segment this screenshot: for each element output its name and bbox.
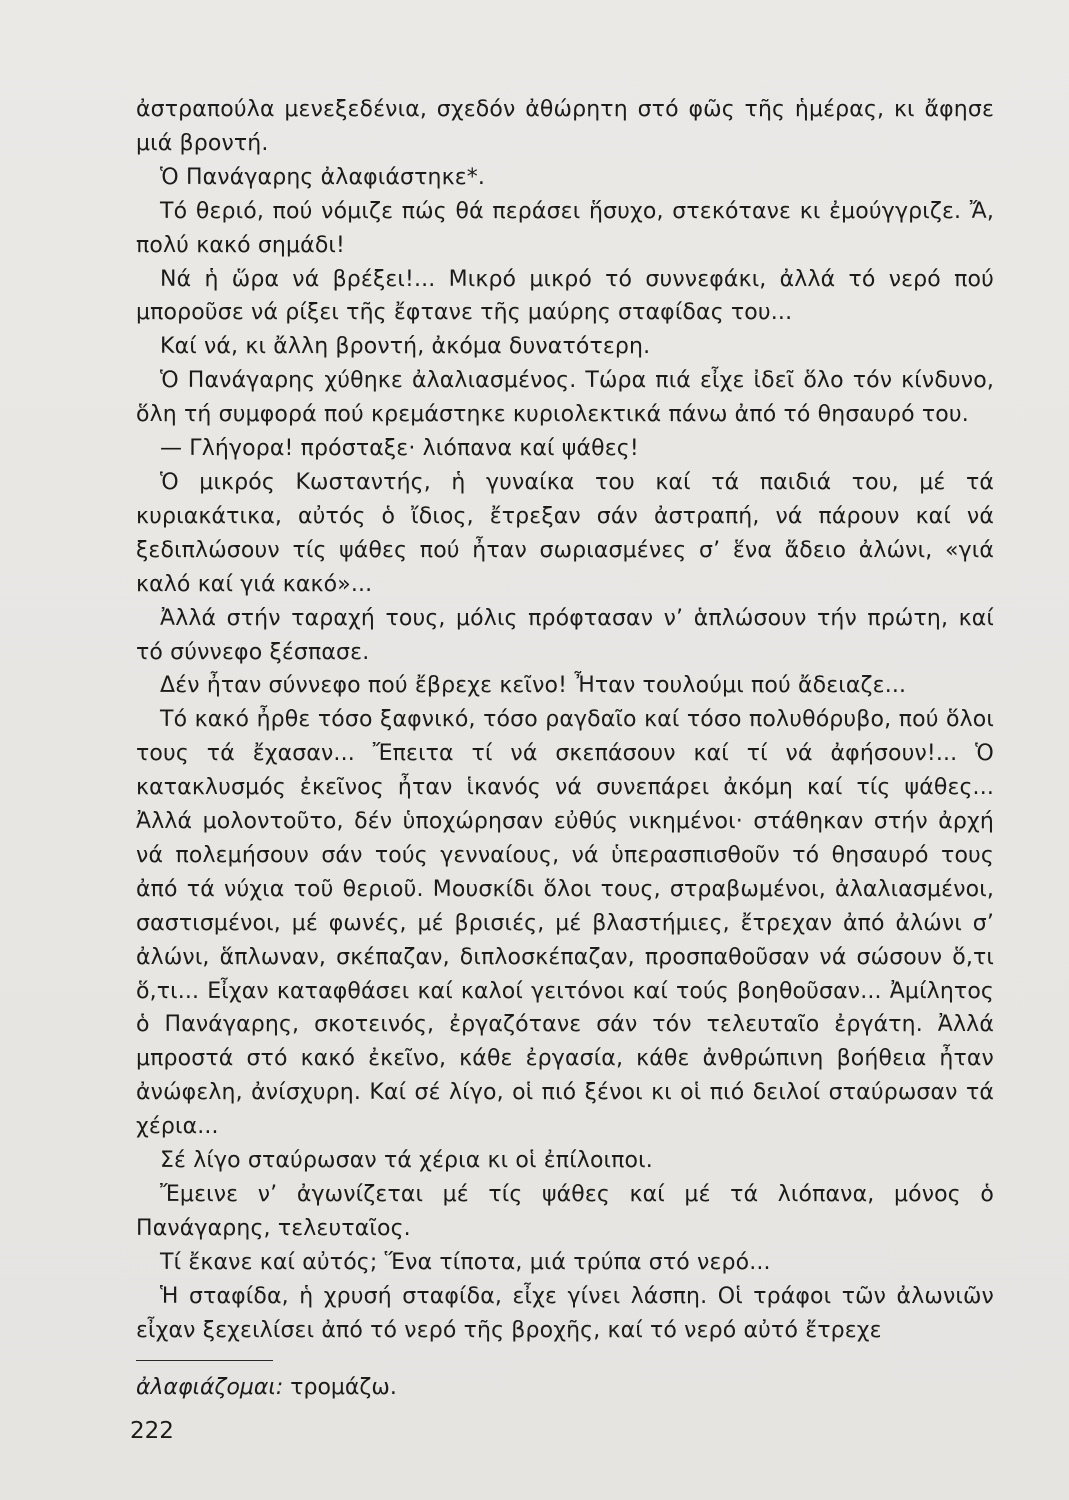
- footnote-divider: [136, 1360, 273, 1361]
- body-text: [136, 93, 994, 1348]
- paragraph: Τί ἔκανε καί αὐτός; Ἕνα τίποτα, μιά τρύπα στό νερό...: [160, 1249, 771, 1275]
- page-number: 222: [130, 1418, 174, 1444]
- paragraph: Σέ λίγο σταύρωσαν τά χέρια κι οἱ ἐπίλοιποι.: [160, 1148, 653, 1174]
- paragraph: Ὁ μικρός Κωσταντής, ἡ γυναίκα του καί τά παιδιά του, μέ τά κυριακάτικα, αὐτός ὁ ἴδιος, ἔτρεξαν σάν ἀστραπή, νά πάρουν καί νά ξεδιπλώσουν τίς ψάθες πού ἦταν σωριασμένες σ’ ἕνα ἄδειο ἀλώνι, «γιά καλό καί γιά κακό»...: [136, 469, 994, 597]
- paragraph: Καί νά, κι ἄλλη βροντή, ἀκόμα δυνατότερη.: [160, 334, 651, 360]
- paragraph: ἀστραπούλα μενεξεδένια, σχεδόν ἀθώρητη στό φῶς τῆς ἡμέρας, κι ἄφησε μιά βροντή.: [136, 97, 994, 156]
- paragraph: Τό κακό ἦρθε τόσο ξαφνικό, τόσο ραγδαῖο καί τόσο πολυθόρυβο, πού ὅλοι τους τά ἔχασαν... Ἔπειτα τί νά σκεπάσουν καί τί νά ἀφήσουν!... Ὁ κατακλυσμός ἐκεῖνος ἦταν ἱκανός νά συνεπάρει ἀκόμη καί τίς ψάθες... Ἀλλά μολοντοῦτο, δέν ὑποχώρησαν εὐθύς νικημένοι· στάθηκαν στήν ἀρχή νά πολεμήσουν σάν τούς γενναίους, νά ὑπερασπισθοῦν τό θησαυρό τους ἀπό τά νύχια τοῦ θεριοῦ. Μουσκίδι ὅλοι τους, στραβωμένοι, ἀλαλιασμένοι, σαστισμένοι, μέ φωνές, μέ βρισιές, μέ βλαστήμιες, ἔτρεχαν ἀπό ἀλώνι σ’ ἀλώνι, ἅπλωναν, σκέπαζαν, διπλοσκέπαζαν, προσπαθοῦσαν νά σώσουν ὅ,τι ὅ,τι... Εἶχαν καταφθάσει καί καλοί γειτόνοι καί τούς βοηθοῦσαν... Ἀμίλητος ὁ Πανάγαρης, σκοτεινός, ἐργαζότανε σάν τόν τελευταῖο ἐργάτη. Ἀλλά μπροστά στό κακό ἐκεῖνο, κάθε ἐργασία, κάθε ἀνθρώπινη βοήθεια ἦταν ἀνώφελη, ἀνίσχυρη. Καί σέ λίγο, οἱ πιό ξένοι κι οἱ πιό δειλοί σταύρωσαν τά χέρια...: [136, 707, 994, 1140]
- paragraph: Ὁ Πανάγαρης χύθηκε ἀλαλιασμένος. Τώρα πιά εἶχε ἰδεῖ ὅλο τόν κίνδυνο, ὅλη τή συμφορά πού κρεμάστηκε κυριολεκτικά πάνω ἀπό τό θησαυρό του.: [136, 368, 994, 428]
- dialogue-line: — Γλήγορα! πρόσταξε· λιόπανα καί ψάθες!: [160, 436, 639, 462]
- paragraph: Δέν ἦταν σύννεφο πού ἔβρεχε κεῖνο! Ἦταν τουλούμι πού ἄδειαζε...: [160, 673, 907, 699]
- paragraph: Ὁ Πανάγαρης ἀλαφιάστηκε*.: [160, 164, 486, 190]
- paragraph: Ἡ σταφίδα, ἡ χρυσή σταφίδα, εἶχε γίνει λάσπη. Οἱ τράφοι τῶν ἀλωνιῶν εἶχαν ξεχειλίσει ἀπό τό νερό τῆς βροχῆς, καί τό νερό αὐτό ἔτρεχε: [136, 1283, 994, 1343]
- footnote: [136, 1373, 397, 1403]
- footnote-definition: τρομάζω.: [283, 1375, 397, 1400]
- footnote-term: ἀλαφιάζομαι:: [136, 1375, 284, 1400]
- paragraph: Τό θεριό, πού νόμιζε πώς θά περάσει ἥσυχο, στεκότανε κι ἐμούγγριζε. Ἄ, πολύ κακό σημάδι!: [136, 198, 994, 258]
- paragraph: Ἀλλά στήν ταραχή τους, μόλις πρόφτασαν ν’ ἁπλώσουν τήν πρώτη, καί τό σύννεφο ξέσπασε.: [136, 605, 994, 665]
- paragraph: Ἔμεινε ν’ ἀγωνίζεται μέ τίς ψάθες καί μέ τά λιόπανα, μόνος ὁ Πανάγαρης, τελευταῖος.: [136, 1182, 994, 1241]
- paragraph: Νά ἡ ὥρα νά βρέξει!... Μικρό μικρό τό συννεφάκι, ἀλλά τό νερό πού μποροῦσε νά ρίξει τῆς ἔφτανε τῆς μαύρης σταφίδας του...: [136, 266, 994, 326]
